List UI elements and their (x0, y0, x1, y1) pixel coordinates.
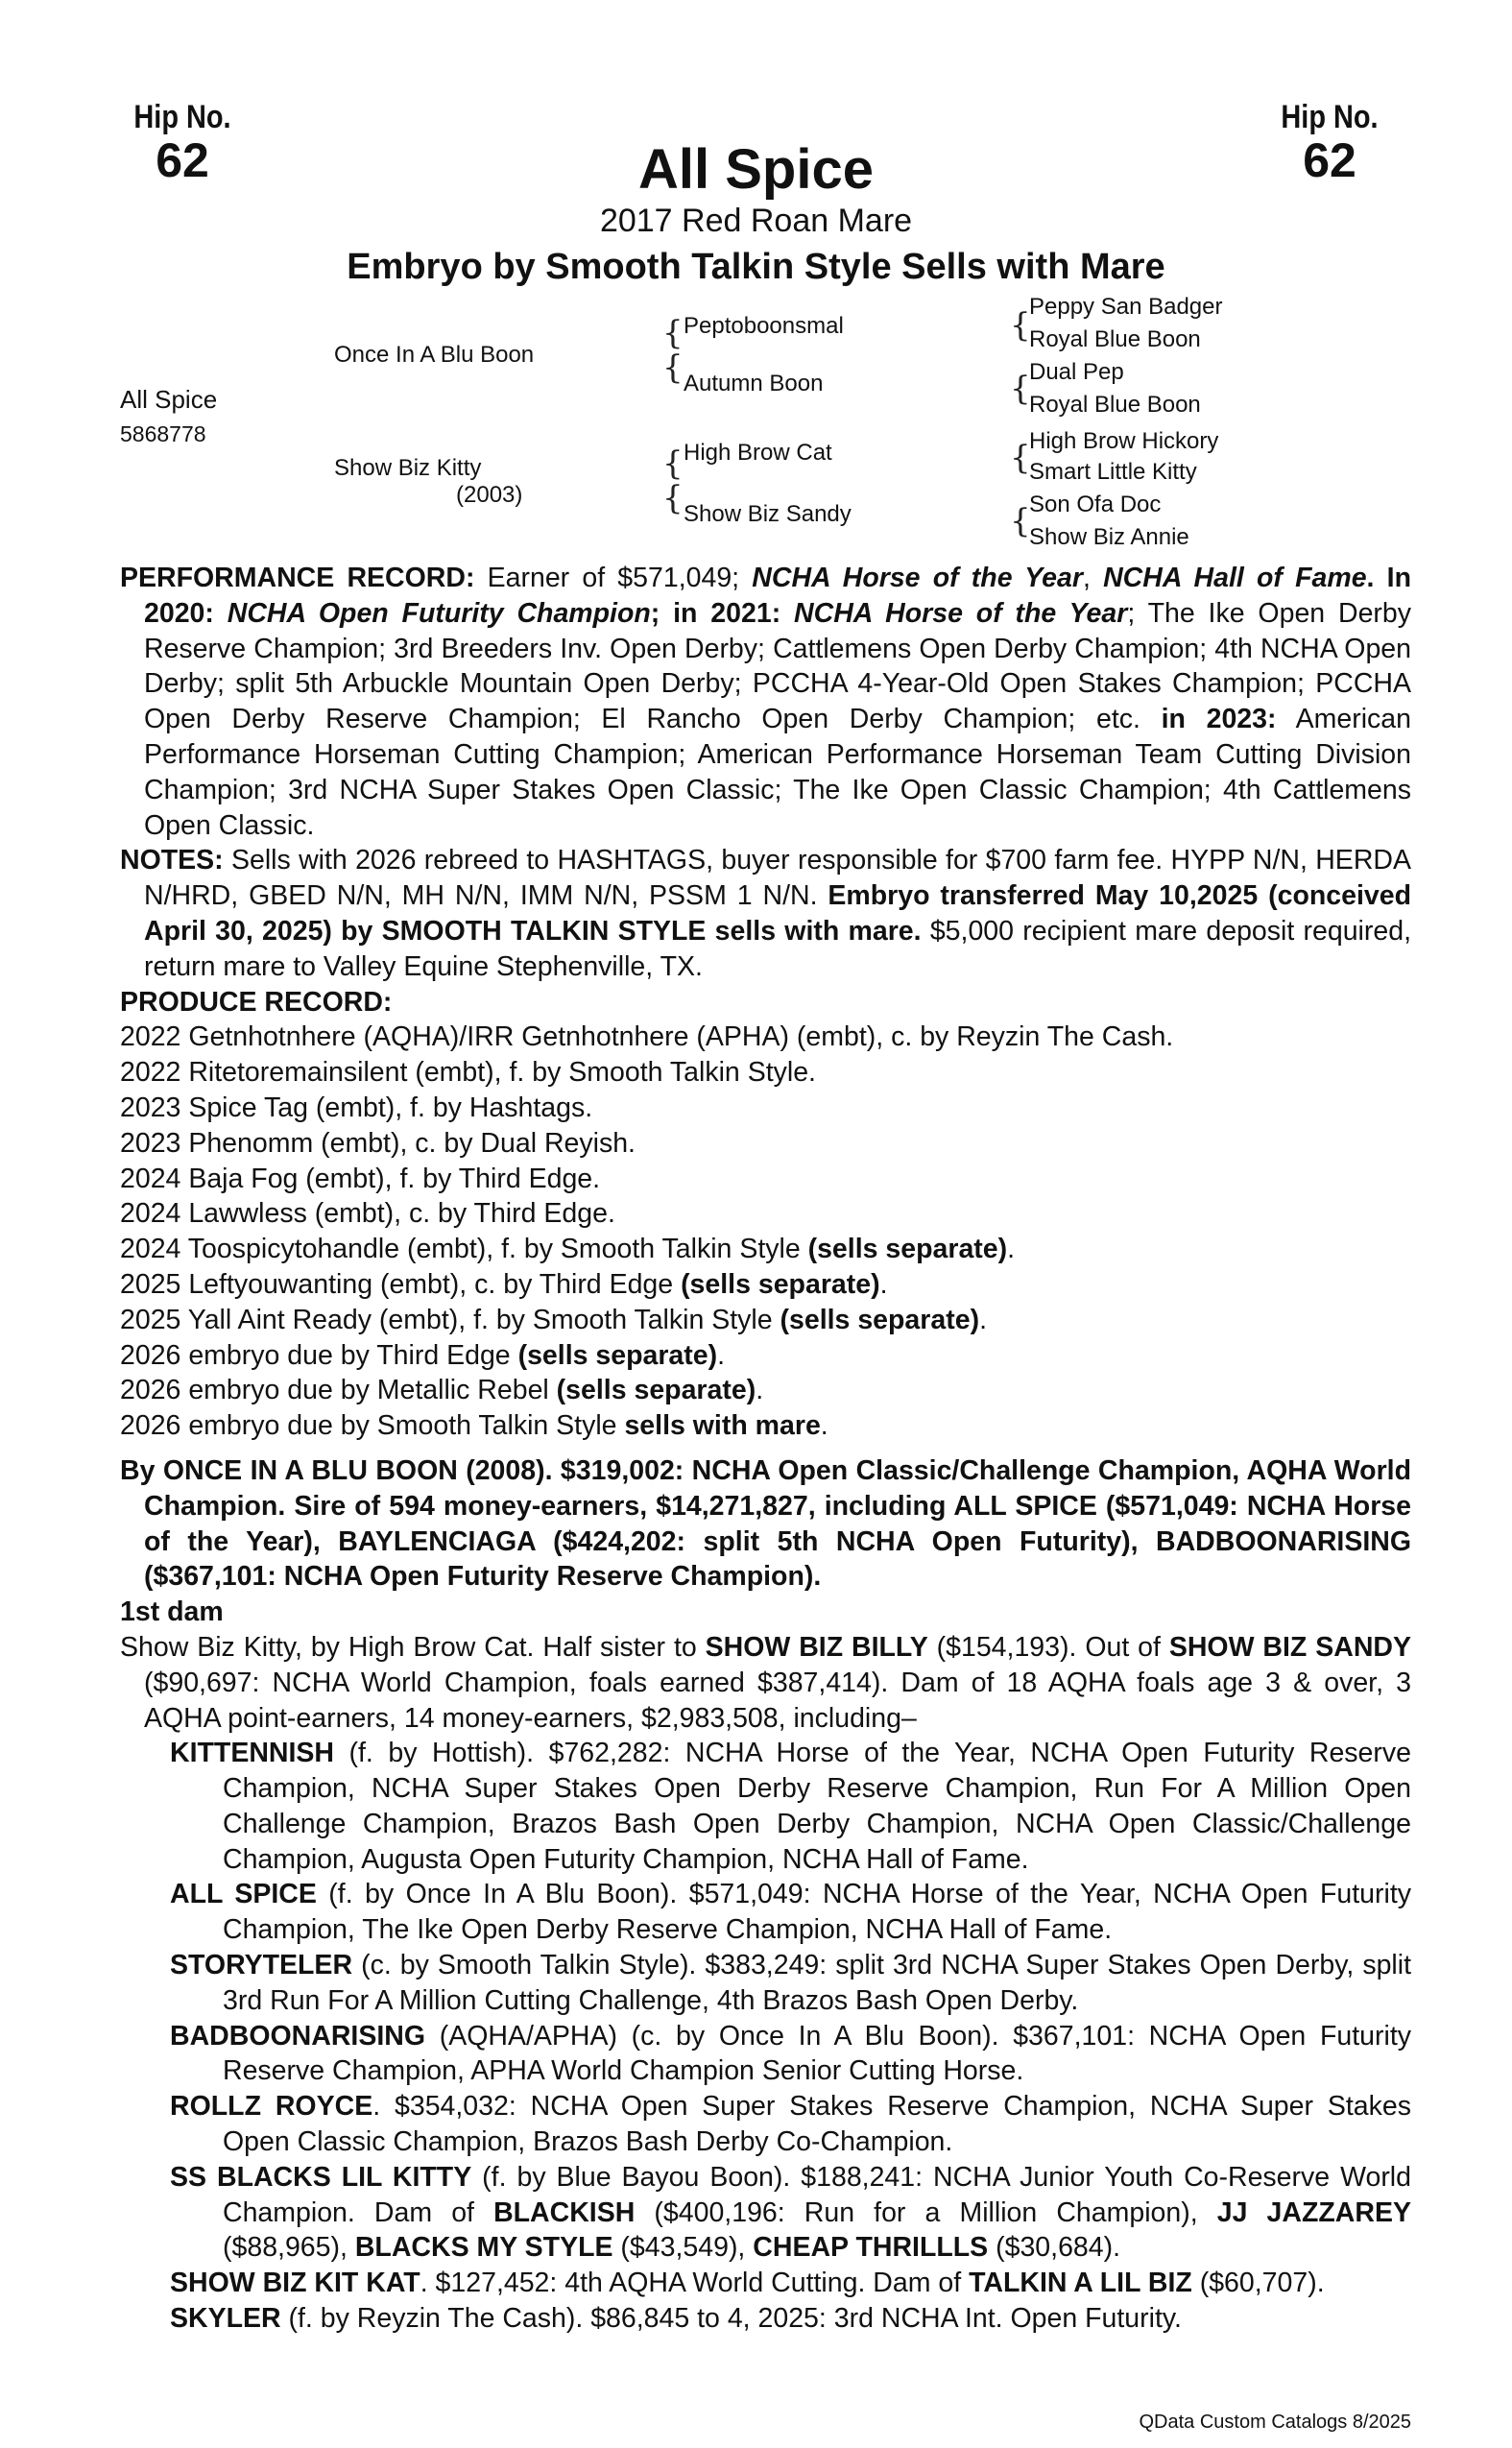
produce-item-end: . (979, 1304, 987, 1335)
text-run: NCHA Horse of the Year (794, 597, 1128, 629)
foal-name: KITTENNISH (170, 1738, 334, 1769)
pedigree-sire-dam: Autumn Boon (684, 371, 824, 396)
text-run: ($30,684). (988, 2232, 1121, 2264)
text-run: Embryo transferred May 10,2025 (conceived April 30, 2025) by SMOOTH TALKIN STYLE sells with mare. (144, 880, 1411, 947)
foal-description: (c. by Smooth Talkin Style). $383,249: split 3rd NCHA Super Stakes Open Derby, split 3rd Run For A Million Cutting Challenge, 4th Brazos Bash Open Derby. (223, 1950, 1411, 2016)
produce-item (120, 1303, 1411, 1338)
pedigree-gg4: Royal Blue Boon (1029, 392, 1201, 418)
foal-description: (f. by Hottish). $762,282: NCHA Horse of the Year, NCHA Open Futurity Reserve Champion, NCHA Super Stakes Open Derby Reserve Champion, Run For A Million Open Challenge Champion, Brazos Bash Open Derby Champion, NCHA Open Classic/Challenge Champion, Augusta Open Futurity Champion, NCHA Hall of Fame. (223, 1738, 1411, 1875)
produce-item-text: 2022 Getnhotnhere (AQHA)/IRR Getnhotnhere (APHA) (embt), c. by Reyzin The Cash. (120, 1021, 1174, 1053)
foal-entry (170, 2089, 1411, 2160)
first-dam-intro (120, 1630, 1411, 1736)
text-run: NCHA Open Futurity Champion (227, 597, 651, 629)
text-run: ($400,196: Run for a Million Champion), (635, 2196, 1217, 2228)
text-run: ($88,965), (223, 2232, 355, 2264)
produce-item-text: 2025 Yall Aint Ready (embt), f. by Smooth Talkin Style (120, 1304, 780, 1335)
text-run: . In 2020: (144, 563, 1411, 629)
produce-list (120, 1020, 1411, 1444)
foal-name: SHOW BIZ KIT KAT (170, 2268, 420, 2299)
text-run: (f. by Reyzin The Cash). $86,845 to 4, 2025: 3rd NCHA Int. Open Futurity. (280, 2303, 1182, 2335)
produce-record-label: PRODUCE RECORD: (120, 986, 393, 1018)
text-run: SHOW BIZ SANDY (1168, 1631, 1411, 1663)
produce-item (120, 1091, 1411, 1126)
pedigree-sire: Once In A Blu Boon (334, 342, 535, 368)
text-run: ; in 2021: (650, 597, 795, 629)
produce-item-status: (sells separate) (556, 1375, 756, 1406)
pedigree-sire-sire: Peptoboonsmal (684, 313, 844, 339)
hip-label: Hip No. (1281, 99, 1379, 135)
performance-label: PERFORMANCE RECORD: (120, 563, 475, 593)
produce-item-end: . (1007, 1234, 1016, 1265)
text-run: ($90,697: NCHA World Champion, foals earned $387,414). Dam of 18 AQHA foals age 3 & over, 3 AQHA point-earners, 14 money-earners, $2,983,508, including– (144, 1667, 1411, 1734)
produce-item-text: 2022 Ritetoremainsilent (embt), f. by Smooth Talkin Style. (120, 1057, 816, 1089)
produce-item-end: . (717, 1339, 726, 1371)
produce-item-text: 2024 Baja Fog (embt), f. by Third Edge. (120, 1163, 601, 1194)
text-run: Show Biz Kitty, by High Brow Cat. Half sister to (120, 1631, 706, 1663)
produce-item-text: 2023 Spice Tag (embt), f. by Hashtags. (120, 1092, 593, 1123)
horse-name: All Spice (638, 138, 874, 201)
foal-description: (f. by Once In A Blu Boon). $571,049: NCHA Horse of the Year, NCHA Open Futurity Champion, The Ike Open Derby Reserve Champion, NCHA Hall of Fame. (223, 1879, 1411, 1946)
text-run: American Performance Horseman Cutting Champion; American Performance Horseman Team Cutting Division Champion; 3rd NCHA Super Stakes Open Classic; The Ike Open Classic Champion; 4th Cattlemens Open Classic. (144, 704, 1411, 841)
text-run: (f. by Blue Bayou Boon). $188,241: NCHA Junior Youth Co-Reserve World Champion. Dam of (223, 2161, 1411, 2228)
brace: { (1010, 306, 1031, 345)
embryo-line: Embryo by Smooth Talkin Style Sells with Mare (347, 247, 1165, 287)
produce-item-text: 2026 embryo due by Metallic Rebel (120, 1375, 557, 1406)
pedigree-dam-dam: Show Biz Sandy (684, 501, 852, 527)
produce-item-status: sells with mare (624, 1410, 821, 1442)
text-run: CHEAP THRILLLS (753, 2232, 989, 2264)
produce-item-end: . (820, 1410, 828, 1442)
foal-entry (170, 1736, 1411, 1877)
brace: { (662, 479, 684, 517)
pedigree-gg2: Royal Blue Boon (1029, 326, 1201, 352)
foal-name: SKYLER (170, 2303, 281, 2335)
catalog-body (120, 561, 1411, 2337)
produce-item-text: 2026 embryo due by Smooth Talkin Style (120, 1410, 625, 1442)
pedigree-gg7: Son Ofa Doc (1029, 492, 1162, 517)
foal-name: BADBOONARISING (170, 2020, 426, 2052)
pedigree-gg6: Smart Little Kitty (1029, 459, 1197, 485)
brace: { (1010, 370, 1031, 408)
produce-item-text: 2025 Leftyouwanting (embt), c. by Third Edge (120, 1268, 682, 1300)
hip-number: 62 (156, 133, 209, 187)
produce-item-end: . (756, 1375, 764, 1406)
pedigree-dam-year: (2003) (456, 482, 523, 508)
text-run: TALKIN A LIL BIZ (969, 2268, 1192, 2299)
pedigree-gg8: Show Biz Annie (1029, 524, 1189, 550)
produce-item-status: (sells separate) (681, 1268, 880, 1300)
foal-description: . $354,032: NCHA Open Super Stakes Reserve Champion, NCHA Super Stakes Open Classic Champion, Brazos Bash Derby Co-Champion. (223, 2091, 1411, 2158)
produce-item (120, 1267, 1411, 1303)
text-run: SHOW BIZ BILLY (705, 1631, 928, 1663)
text-run: . $127,452: 4th AQHA World Cutting. Dam of (420, 2268, 970, 2299)
text-run: $5,000 recipient mare deposit required, return mare to Valley Equine Stephenville, TX. (144, 915, 1411, 982)
pedigree-subject-reg: 5868778 (120, 421, 206, 446)
foal-name: ALL SPICE (170, 1879, 317, 1910)
foal-description: (AQHA/APHA) (c. by Once In A Blu Boon). $367,101: NCHA Open Futurity Reserve Champion, APHA World Champion Senior Cutting Horse. (223, 2020, 1411, 2087)
produce-item (120, 1055, 1411, 1091)
foal-name: STORYTELER (170, 1950, 353, 1981)
foal-list (170, 1736, 1411, 2160)
hip-number: 62 (1303, 133, 1356, 187)
pedigree-gg3: Dual Pep (1029, 359, 1124, 385)
brace: { (1010, 439, 1031, 477)
pedigree-subject: All Spice (120, 385, 218, 414)
first-dam-label: 1st dam (120, 1596, 224, 1628)
brace: { (662, 444, 684, 483)
text-run: NCHA Hall of Fame (1103, 563, 1367, 593)
produce-item (120, 1232, 1411, 1267)
text-run: , (1082, 563, 1104, 593)
text-run: Sells with 2026 rebreed to HASHTAGS, buyer responsible for $700 farm fee. HYPP N/N, HERDA N/HRD, GBED N/N, MH N/N, IMM N/N, PSSM 1 N/N. (144, 845, 1411, 912)
produce-item (120, 1373, 1411, 1408)
produce-item (120, 1408, 1411, 1444)
produce-item (120, 1196, 1411, 1232)
text-run: BLACKS MY STYLE (354, 2232, 613, 2264)
brace: { (662, 314, 684, 352)
notes-label: NOTES: (120, 845, 224, 876)
text-run: ($43,549), (612, 2232, 754, 2264)
produce-item (120, 1338, 1411, 1374)
produce-item (120, 1162, 1411, 1197)
foal-entry (170, 2019, 1411, 2090)
notes (120, 843, 1411, 984)
produce-item (120, 1126, 1411, 1162)
brace: { (1010, 502, 1031, 540)
pedigree-dam: Show Biz Kitty (334, 455, 482, 481)
footer-credit: QData Custom Catalogs 8/2025 (1139, 2412, 1411, 2433)
produce-item-text: 2024 Toospicytohandle (embt), f. by Smooth Talkin Style (120, 1234, 808, 1265)
pedigree-gg1: Peppy San Badger (1029, 294, 1223, 320)
brace: { (662, 348, 684, 387)
foal-entry (170, 1948, 1411, 2019)
foal-entry (170, 2301, 1411, 2337)
text-run: NCHA Horse of the Year (752, 563, 1083, 593)
text-run: JJ JAZZAREY (1216, 2196, 1411, 2228)
pedigree-dam-sire: High Brow Cat (684, 440, 832, 466)
foal-name: SS BLACKS LIL KITTY (170, 2161, 472, 2193)
text-run: ($60,707). (1191, 2268, 1325, 2299)
text-run: in 2023: (1161, 704, 1277, 735)
produce-item-status: (sells separate) (517, 1339, 718, 1371)
produce-item (120, 1020, 1411, 1055)
foal-entry (170, 2160, 1411, 2266)
text-run: ; The Ike Open Derby Reserve Champion; 3rd Breeders Inv. Open Derby; Cattlemens Open Derby Champion; 4th NCHA Open Derby; split 5th Arbuckle Mountain Open Derby; PCCHA 4-Year-Old Open Stakes Champion; PCCHA Open Derby Reserve Champion; El Rancho Open Derby Champion; etc. (144, 597, 1412, 735)
foal-entry (170, 2266, 1411, 2301)
pedigree-gg5: High Brow Hickory (1029, 428, 1219, 454)
foal-name: ROLLZ ROYCE (170, 2091, 373, 2123)
sire-paragraph: By ONCE IN A BLU BOON (2008). $319,002: NCHA Open Classic/Challenge Champion, AQHA World Champion. Sire of 594 money-earners, $14,271,827, including ALL SPICE ($571,049: NCHA Horse of the Year), BAYLENCIAGA ($424,202: split 5th NCHA Open Futurity), BADBOONARISING ($367,101: NCHA Open Futurity Reserve Champion). (120, 1454, 1411, 1593)
produce-item-text: 2026 embryo due by Third Edge (120, 1339, 518, 1371)
hip-label: Hip No. (133, 99, 231, 135)
produce-item-end: . (879, 1268, 888, 1300)
produce-item-status: (sells separate) (780, 1304, 980, 1335)
produce-item-text: 2024 Lawwless (embt), c. by Third Edge. (120, 1198, 615, 1230)
text-run: Earner of $571,049; (474, 563, 753, 593)
foal-entry (170, 1877, 1411, 1948)
horse-description: 2017 Red Roan Mare (599, 203, 913, 239)
produce-of-dam (120, 1736, 1411, 2337)
produce-item-status: (sells separate) (807, 1234, 1008, 1265)
text-run: ($154,193). Out of (927, 1631, 1169, 1663)
performance-record (120, 561, 1411, 843)
produce-item-text: 2023 Phenomm (embt), c. by Dual Reyish. (120, 1127, 636, 1159)
text-run: BLACKISH (493, 2196, 636, 2228)
